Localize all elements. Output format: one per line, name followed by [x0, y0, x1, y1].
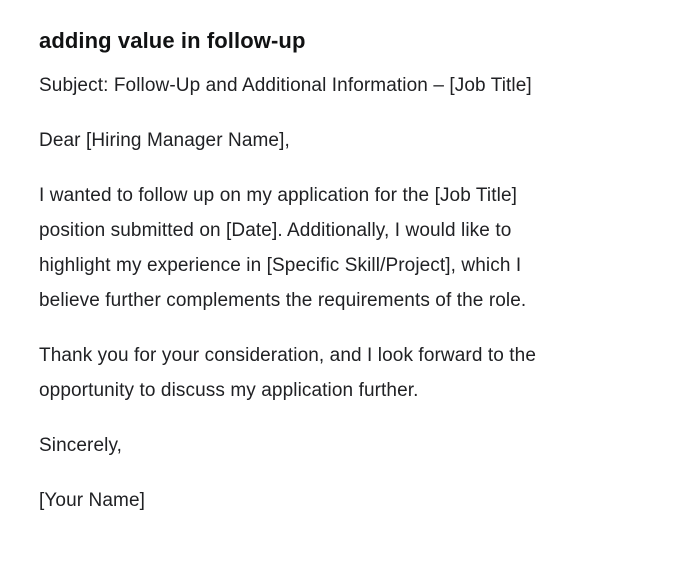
subject-line: [39, 68, 660, 103]
paragraph-line: Dear [Hiring Manager Name],: [39, 130, 290, 151]
paragraph-line: Thank you for your consideration, and I look forward to the: [39, 345, 537, 366]
paragraph-line: Sincerely,: [39, 435, 123, 456]
sign-off: [39, 428, 660, 463]
paragraph-line: position submitted on [Date]. Additionally, I would like to: [39, 220, 512, 241]
paragraph-line: opportunity to discuss my application further.: [39, 380, 419, 401]
letter-body: [39, 68, 660, 518]
paragraph-line: Subject: Follow-Up and Additional Information – [Job Title]: [39, 75, 532, 96]
paragraph-line: I wanted to follow up on my application for the [Job Title]: [39, 185, 517, 206]
paragraph-line: believe further complements the requirements of the role.: [39, 290, 527, 311]
signature-placeholder: [39, 483, 660, 518]
page-title: adding value in follow-up: [39, 28, 306, 53]
paragraph-line: highlight my experience in [Specific Skill/Project], which I: [39, 255, 522, 276]
closing-paragraph: [39, 338, 660, 408]
salutation: [39, 123, 660, 158]
body-paragraph: [39, 178, 660, 318]
paragraph-line: [Your Name]: [39, 490, 146, 511]
